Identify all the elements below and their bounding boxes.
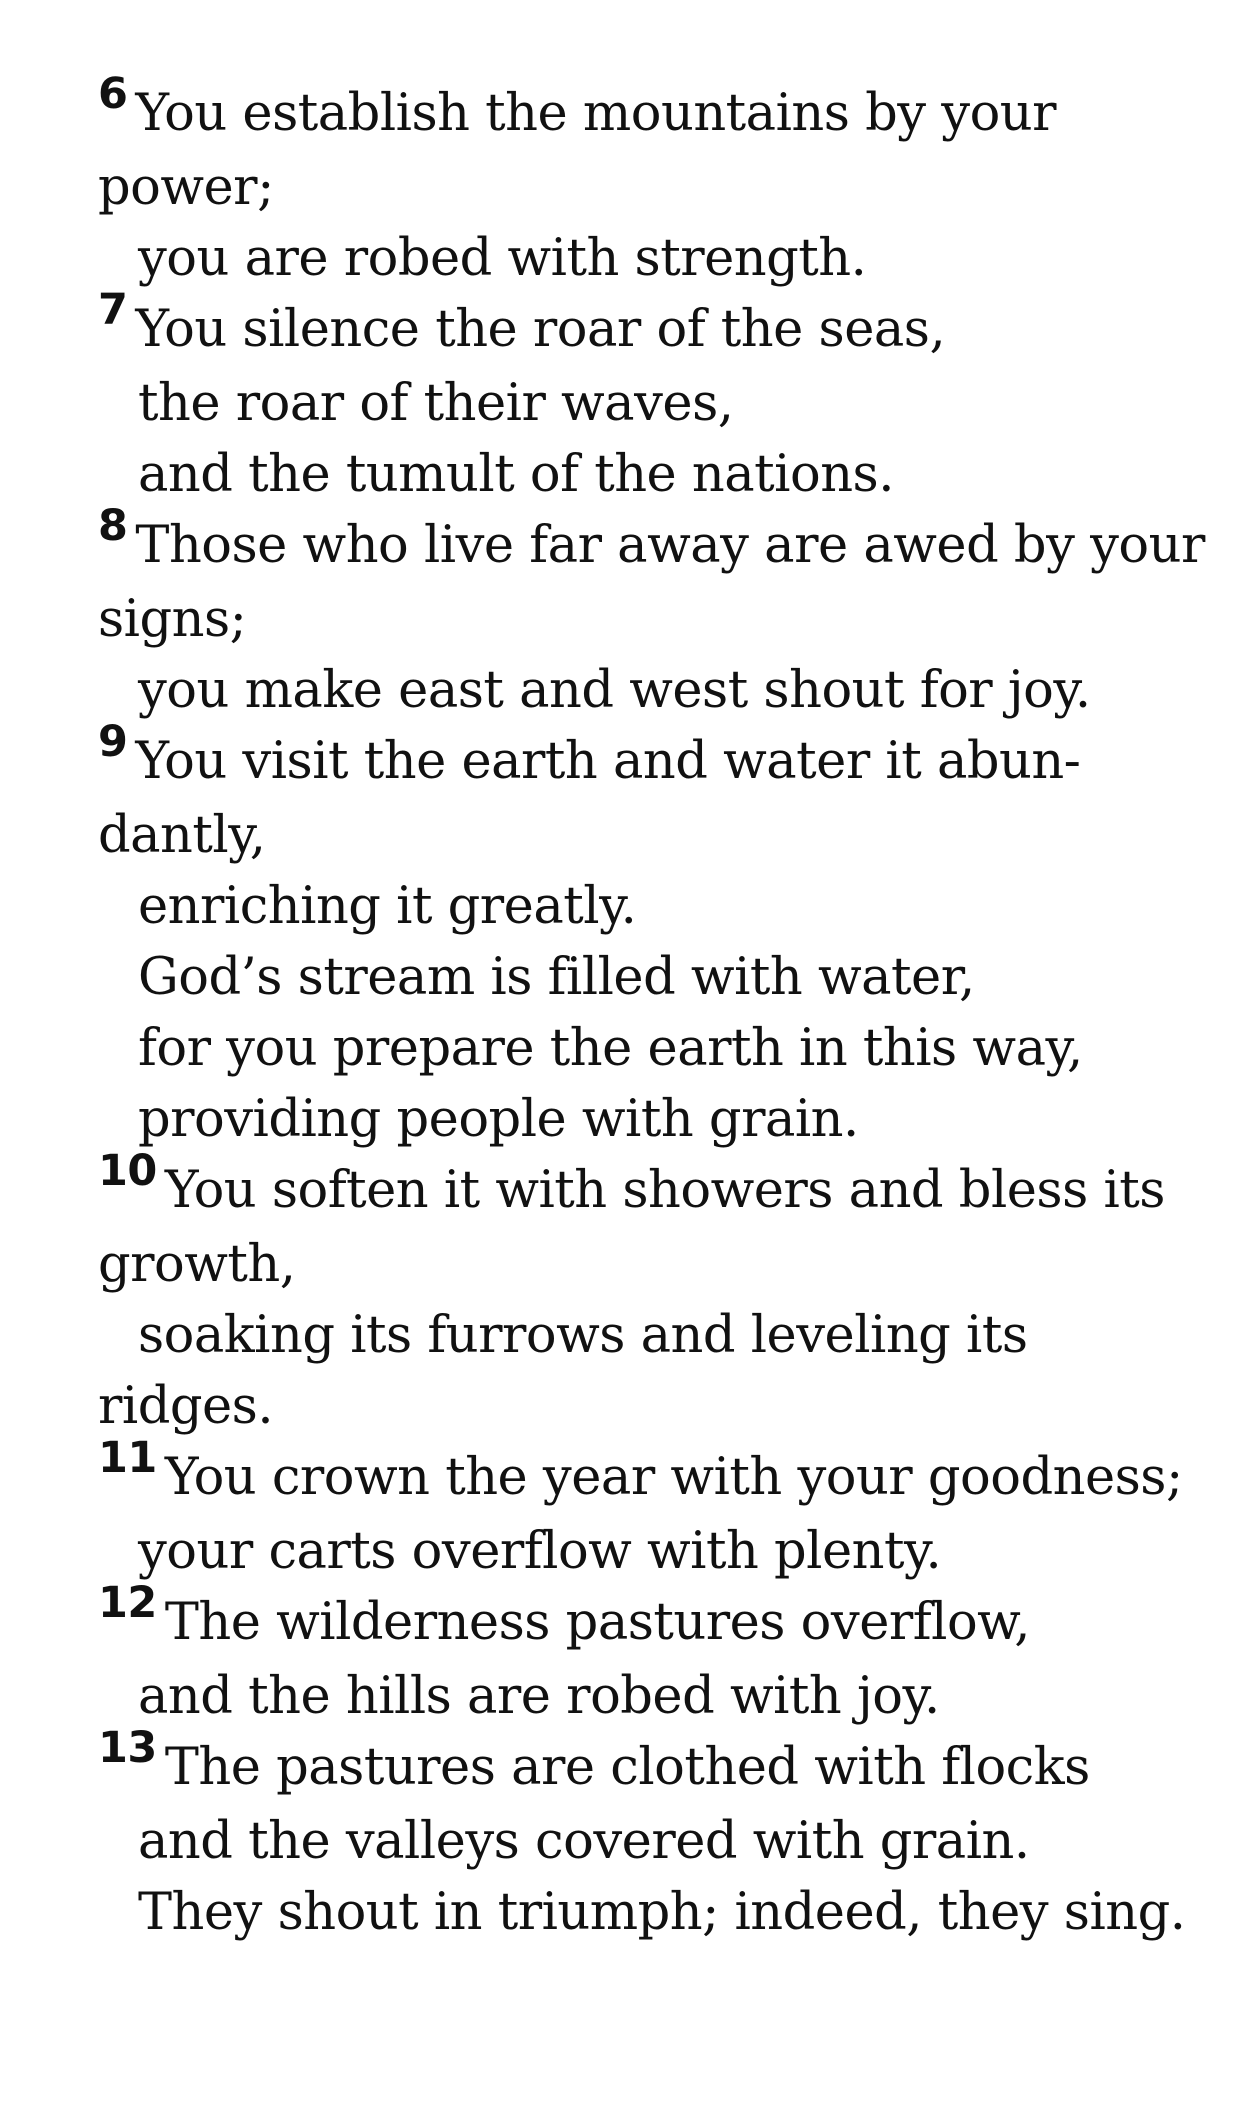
verse-number: 6 [98,69,128,119]
verse-text: power; [98,158,274,217]
verse-text: enriching it greatly. [138,877,637,936]
verse-line [98,871,1242,942]
verse-line [98,717,1242,800]
verse-line [98,1578,1242,1661]
verse-line [98,1146,1242,1229]
verse-line [98,1723,1242,1806]
verse-line [98,439,1242,510]
verse-8 [98,501,1242,726]
verse-number: 13 [98,1723,157,1773]
verse-text: you make east and west shout for joy. [138,661,1091,720]
verse-text: The wilderness pastures overflow, [164,1593,1030,1652]
verse-line [98,1433,1242,1516]
verse-number: 9 [98,717,128,767]
verse-line [98,1371,1242,1442]
verse-6 [98,69,1242,294]
verse-line [98,655,1242,726]
verse-text: You soften it with showers and bless its [164,1161,1165,1220]
verse-line [98,501,1242,584]
verse-text: signs; [98,590,247,649]
verse-text: your carts overflow with plenty. [138,1522,942,1581]
verse-7 [98,285,1242,510]
verse-line [98,1084,1242,1155]
verse-text: and the tumult of the nations. [138,445,894,504]
verse-number: 12 [98,1578,157,1628]
verse-line [98,152,1242,223]
verse-line [98,1300,1242,1371]
verse-12 [98,1578,1242,1732]
verse-text: and the hills are robed with joy. [138,1667,940,1726]
verse-line [98,800,1242,871]
verse-line [98,942,1242,1013]
verse-number: 8 [98,501,128,551]
verse-text: dantly, [98,806,266,865]
verse-text: providing people with grain. [138,1090,859,1149]
verse-line [98,285,1242,368]
verse-13 [98,1723,1242,1948]
verse-text: soaking its furrows and leveling its [138,1306,1028,1365]
verse-number: 7 [98,285,128,335]
verse-line [98,1877,1242,1948]
verse-number: 10 [98,1146,157,1196]
verse-number: 11 [98,1433,157,1483]
verse-line [98,1661,1242,1732]
verse-10 [98,1146,1242,1442]
verse-text: the roar of their waves, [138,374,734,433]
verse-text: Those who live far away are awed by your [135,516,1205,575]
verse-text: you are robed with strength. [138,229,867,288]
verse-text: for you prepare the earth in this way, [138,1019,1083,1078]
verse-line [98,223,1242,294]
verse-9 [98,717,1242,1155]
verse-line [98,1806,1242,1877]
verse-text: You silence the roar of the seas, [135,300,946,359]
verse-text: God’s stream is filled with water, [138,948,975,1007]
verse-text: You establish the mountains by your [135,84,1057,143]
verse-11 [98,1433,1242,1587]
verse-line [98,1229,1242,1300]
verse-text: ridges. [98,1377,274,1436]
verse-line [98,584,1242,655]
verse-text: They shout in triumph; indeed, they sing. [138,1883,1186,1942]
verse-text: and the valleys covered with grain. [138,1812,1030,1871]
verse-text: The pastures are clothed with flocks [164,1738,1090,1797]
verse-line [98,1516,1242,1587]
verse-text: You visit the earth and water it abun- [135,732,1081,791]
verse-line [98,368,1242,439]
verse-line [98,1013,1242,1084]
verse-line [98,69,1242,152]
verse-text: You crown the year with your goodness; [164,1448,1183,1507]
verse-text: growth, [98,1235,296,1294]
